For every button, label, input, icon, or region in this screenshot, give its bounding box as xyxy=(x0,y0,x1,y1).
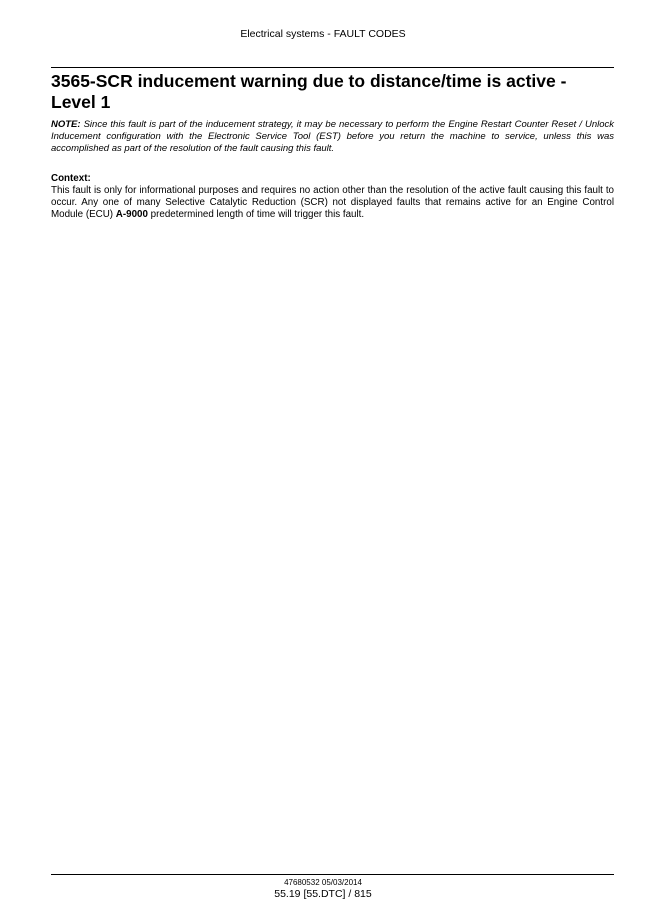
header-divider xyxy=(51,67,614,68)
context-heading: Context: xyxy=(51,173,91,184)
fault-title: 3565-SCR inducement warning due to distance/time is active - Level 1 xyxy=(51,71,567,112)
note-text: Since this fault is part of the inducement strategy, it may be necessary to perform the Engine Restart Counter Reset / Unlock Inducement configuration with the Electronic Service Tool (EST) before you return the machine to service, unless this was accomplished as part of the resolution of the fault causing this fault. xyxy=(51,119,614,154)
footer-document-id: 47680532 05/03/2014 xyxy=(284,878,362,887)
context-text-after: predetermined length of time will trigger this fault. xyxy=(147,209,365,220)
page-header: Electrical systems - FAULT CODES xyxy=(240,28,406,40)
context-paragraph xyxy=(51,185,614,221)
footer-divider xyxy=(51,874,614,875)
note-paragraph xyxy=(51,119,614,155)
ecu-code-reference: A-9000 xyxy=(115,209,148,220)
context-text-before: This fault is only for informational purposes and requires no action other than the resolution of the active fault causing this fault to occur. Any one of many Selective Catalytic Reduction (SCR) not displayed faults that remains active for an Engine Control Module (ECU) xyxy=(51,185,614,220)
note-label: NOTE: xyxy=(51,119,81,130)
footer-page-reference: 55.19 [55.DTC] / 815 xyxy=(274,888,372,900)
